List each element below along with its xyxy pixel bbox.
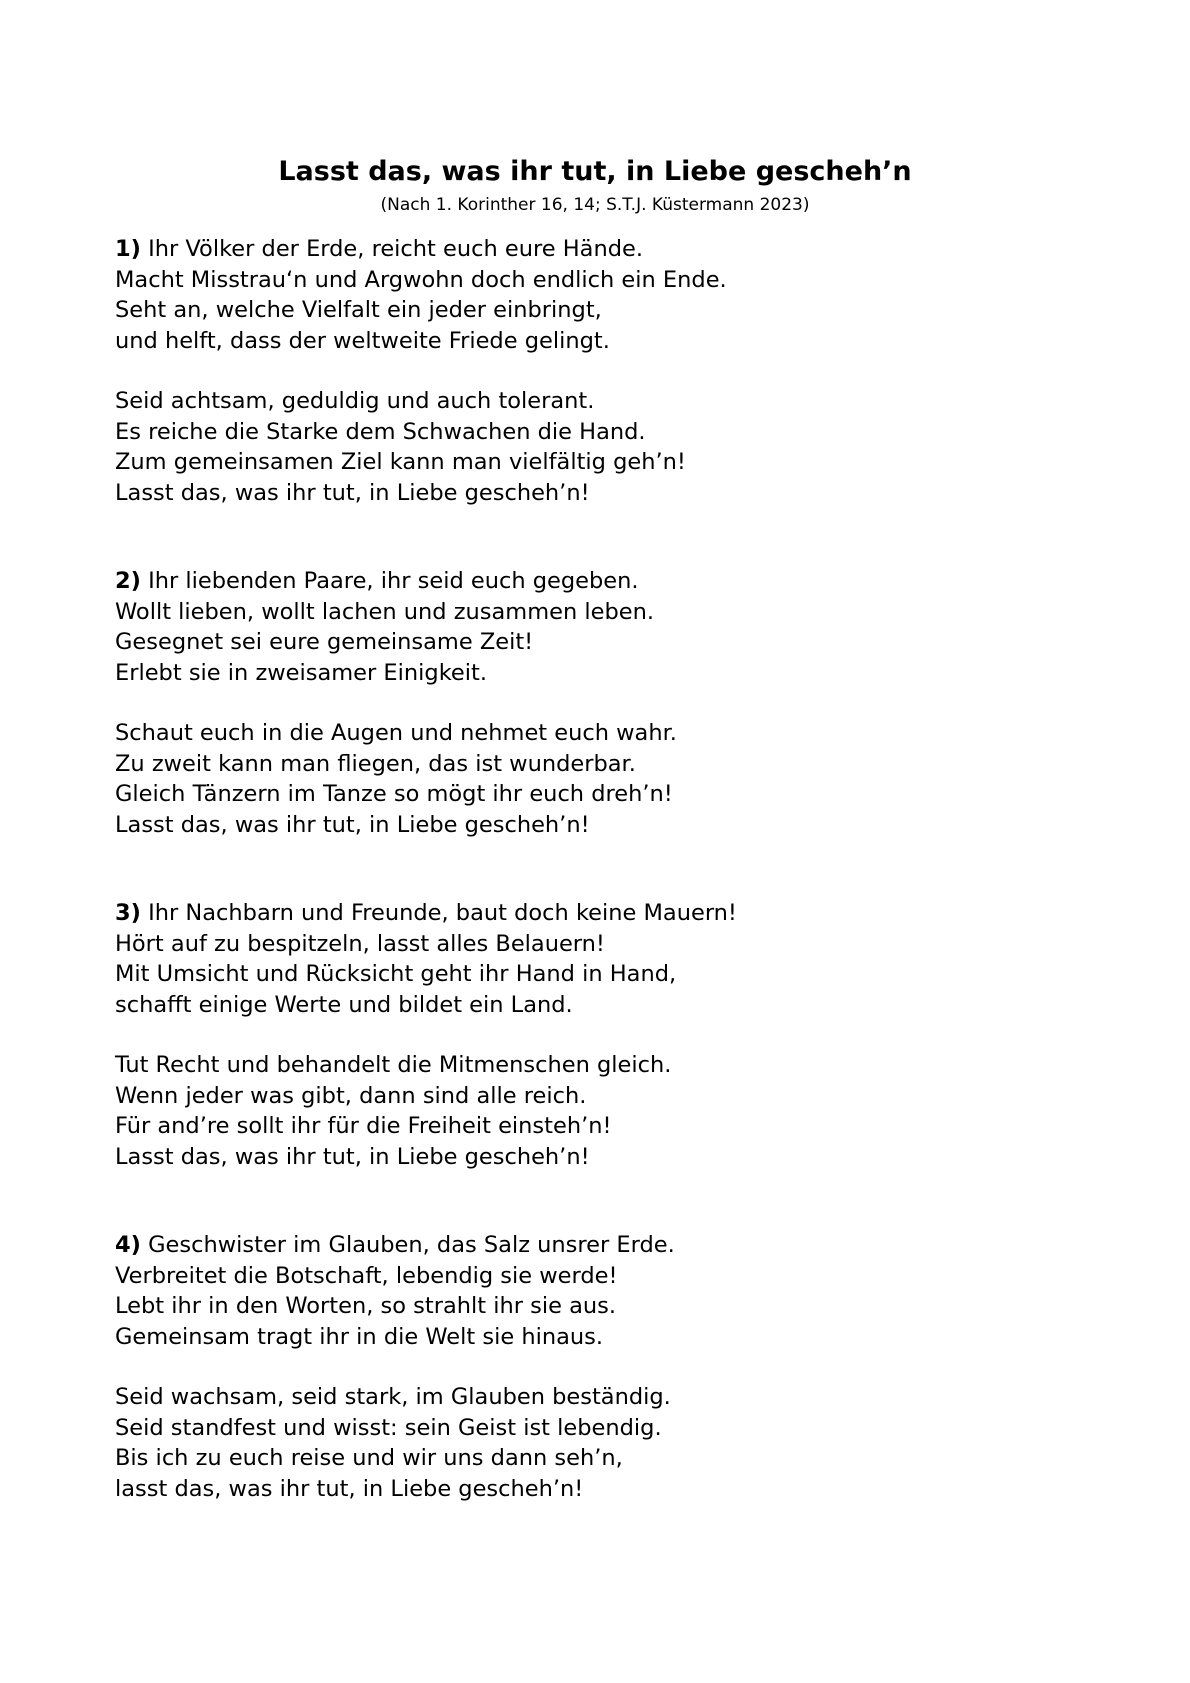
verse-line: Macht Misstrau‘n und Argwohn doch endlich ein Ende. [115, 266, 727, 293]
verse-line: Lasst das, was ihr tut, in Liebe gescheh’n! [115, 479, 590, 506]
verse-line: 2) Ihr liebenden Paare, ihr seid euch gegeben. [115, 568, 639, 594]
verse-line: Erlebt sie in zweisamer Einigkeit. [115, 659, 487, 686]
verse-number: 2) [115, 568, 141, 594]
verse-line: Zum gemeinsamen Ziel kann man vielfältig geh’n! [115, 449, 686, 475]
song-source: (Nach 1. Korinther 16, 14; S.T.J. Küstermann 2023) [380, 195, 810, 215]
verse-line: Es reiche die Starke dem Schwachen die Hand. [115, 418, 646, 445]
verse-line: Wollt lieben, wollt lachen und zusammen leben. [115, 598, 655, 625]
verse-line: Gleich Tänzern im Tanze so mögt ihr euch dreh’n! [115, 781, 673, 807]
verse-line: Verbreitet die Botschaft, lebendig sie werde! [115, 1262, 618, 1289]
verse-line: Lasst das, was ihr tut, in Liebe gescheh’n! [115, 811, 590, 838]
verse-line: Seht an, welche Vielfalt ein jeder einbringt, [115, 297, 602, 323]
song-title: Lasst das, was ihr tut, in Liebe gescheh’n [278, 156, 912, 187]
verse-line: Lasst das, was ihr tut, in Liebe gescheh’n! [115, 1143, 590, 1170]
stanza-gap [115, 1352, 675, 1382]
verse-line: schafft einige Werte und bildet ein Land. [115, 991, 573, 1018]
verse-line: Tut Recht und behandelt die Mitmenschen gleich. [115, 1052, 672, 1078]
verse-2 [115, 566, 677, 840]
verse-line: Bis ich zu euch reise und wir uns dann seh’n, [115, 1445, 623, 1471]
stanza-gap [115, 688, 677, 718]
stanza-gap [115, 356, 727, 386]
verse-number: 1) [115, 236, 141, 262]
verse-line: und helft, dass der weltweite Friede gelingt. [115, 327, 610, 354]
verse-line: Seid standfest und wisst: sein Geist ist lebendig. [115, 1414, 662, 1441]
verse-line: Zu zweit kann man fliegen, das ist wunderbar. [115, 750, 636, 777]
verse-line: Wenn jeder was gibt, dann sind alle reich. [115, 1082, 587, 1109]
verse-1 [115, 234, 727, 508]
verse-4 [115, 1230, 675, 1504]
verse-line: Schaut euch in die Augen und nehmet euch wahr. [115, 720, 677, 746]
verse-line: Gesegnet sei eure gemeinsame Zeit! [115, 629, 534, 655]
verse-line: Seid achtsam, geduldig und auch tolerant. [115, 388, 595, 414]
stanza-gap [115, 1020, 737, 1050]
verse-line: Für and’re sollt ihr für die Freiheit einsteh’n! [115, 1113, 612, 1139]
verse-line: Seid wachsam, seid stark, im Glauben beständig. [115, 1384, 671, 1410]
verse-line: Hört auf zu bespitzeln, lasst alles Belauern! [115, 930, 605, 957]
verse-line: 3) Ihr Nachbarn und Freunde, baut doch keine Mauern! [115, 900, 737, 926]
verse-line: lasst das, was ihr tut, in Liebe gescheh’n! [115, 1475, 584, 1502]
verse-line: Lebt ihr in den Worten, so strahlt ihr sie aus. [115, 1293, 617, 1319]
verse-line: 4) Geschwister im Glauben, das Salz unsrer Erde. [115, 1232, 675, 1258]
verse-3 [115, 898, 737, 1172]
verse-line: Mit Umsicht und Rücksicht geht ihr Hand in Hand, [115, 961, 677, 987]
verse-number: 4) [115, 1232, 141, 1258]
verse-line: 1) Ihr Völker der Erde, reicht euch eure Hände. [115, 236, 644, 262]
verse-line: Gemeinsam tragt ihr in die Welt sie hinaus. [115, 1323, 604, 1350]
verse-number: 3) [115, 900, 141, 926]
